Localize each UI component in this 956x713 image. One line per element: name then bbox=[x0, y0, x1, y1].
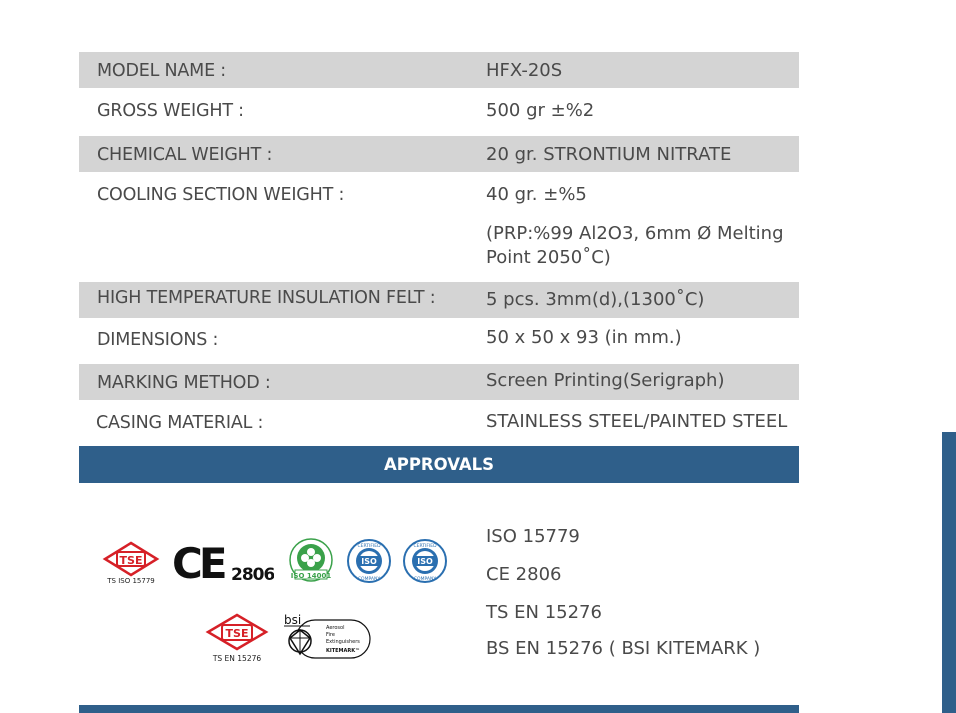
tse-caption: TS EN 15276 bbox=[212, 654, 262, 663]
approval-item: BS EN 15276 ( BSI KITEMARK ) bbox=[486, 638, 761, 659]
bsi-line1: Aerosol bbox=[326, 625, 345, 631]
ce-number: 2806 bbox=[231, 565, 274, 585]
certified-text: CERTIFIED bbox=[357, 544, 381, 549]
spec-label: GROSS WEIGHT : bbox=[97, 101, 244, 121]
spec-row-dimensions bbox=[79, 322, 799, 360]
spec-label: COOLING SECTION WEIGHT : bbox=[97, 185, 345, 205]
iso-14001-text: ISO 14001 bbox=[290, 572, 332, 580]
spec-label: DIMENSIONS : bbox=[97, 330, 219, 350]
tse-caption: TS ISO 15779 bbox=[107, 577, 155, 585]
spec-row-cooling-section-weight bbox=[79, 176, 799, 276]
spec-value-note-line1: (PRP:%99 Al2O3, 6mm Ø Melting bbox=[486, 223, 784, 244]
spec-row-marking-method bbox=[79, 364, 799, 400]
ce-mark-text: CE bbox=[172, 540, 224, 586]
iso-text: ISO bbox=[417, 557, 433, 566]
iso-certified-badge bbox=[346, 538, 392, 584]
spec-row-insulation-felt bbox=[79, 282, 799, 318]
spec-row-casing-material bbox=[79, 404, 799, 442]
kitemark-text: KITEMARK™ bbox=[326, 648, 361, 654]
iso-14001-logo bbox=[285, 538, 337, 586]
approval-item: CE 2806 bbox=[486, 564, 562, 585]
spec-value: HFX-20S bbox=[486, 60, 563, 81]
tse-logo bbox=[100, 540, 162, 586]
spec-value: Screen Printing(Serigraph) bbox=[486, 370, 725, 391]
spec-value-note-line2: Point 2050˚C) bbox=[486, 247, 611, 268]
company-text: COMPANY bbox=[357, 577, 381, 582]
spec-label: CASING MATERIAL : bbox=[96, 413, 264, 433]
spec-row-model-name bbox=[79, 52, 799, 88]
iso-certified-badge bbox=[402, 538, 448, 584]
spec-label: MODEL NAME : bbox=[97, 61, 226, 81]
spec-row-chemical-weight bbox=[79, 136, 799, 172]
certified-text: CERTIFIED bbox=[413, 544, 437, 549]
spec-value: 50 x 50 x 93 (in mm.) bbox=[486, 327, 682, 348]
spec-value: STAINLESS STEEL/PAINTED STEEL bbox=[486, 411, 788, 432]
spec-value: 5 pcs. 3mm(d),(1300˚C) bbox=[486, 289, 705, 310]
ce-mark-logo bbox=[172, 540, 274, 586]
tse-logo bbox=[204, 612, 270, 664]
company-text: COMPANY bbox=[413, 577, 437, 582]
approval-item: ISO 15779 bbox=[486, 526, 580, 547]
side-accent-bar bbox=[942, 432, 956, 713]
tse-mark-text: TSE bbox=[225, 627, 249, 640]
spec-row-gross-weight bbox=[79, 92, 799, 128]
spec-value: 500 gr ±%2 bbox=[486, 100, 595, 121]
spec-label: MARKING METHOD : bbox=[97, 373, 271, 393]
iso-text: ISO bbox=[361, 557, 377, 566]
spec-label: CHEMICAL WEIGHT : bbox=[97, 145, 273, 165]
bsi-line3: Extinguishers bbox=[326, 639, 360, 645]
spec-value: 40 gr. ±%5 bbox=[486, 184, 587, 205]
bsi-text: bsi bbox=[284, 613, 302, 627]
spec-value: 20 gr. STRONTIUM NITRATE bbox=[486, 144, 732, 165]
spec-label: HIGH TEMPERATURE INSULATION FELT : bbox=[97, 288, 436, 308]
bsi-kitemark-logo bbox=[282, 612, 374, 662]
bsi-line2: Fire bbox=[326, 632, 335, 638]
bottom-accent-bar bbox=[79, 705, 799, 713]
approvals-heading: APPROVALS bbox=[79, 446, 799, 483]
approval-item: TS EN 15276 bbox=[486, 602, 602, 623]
tse-mark-text: TSE bbox=[119, 554, 143, 567]
